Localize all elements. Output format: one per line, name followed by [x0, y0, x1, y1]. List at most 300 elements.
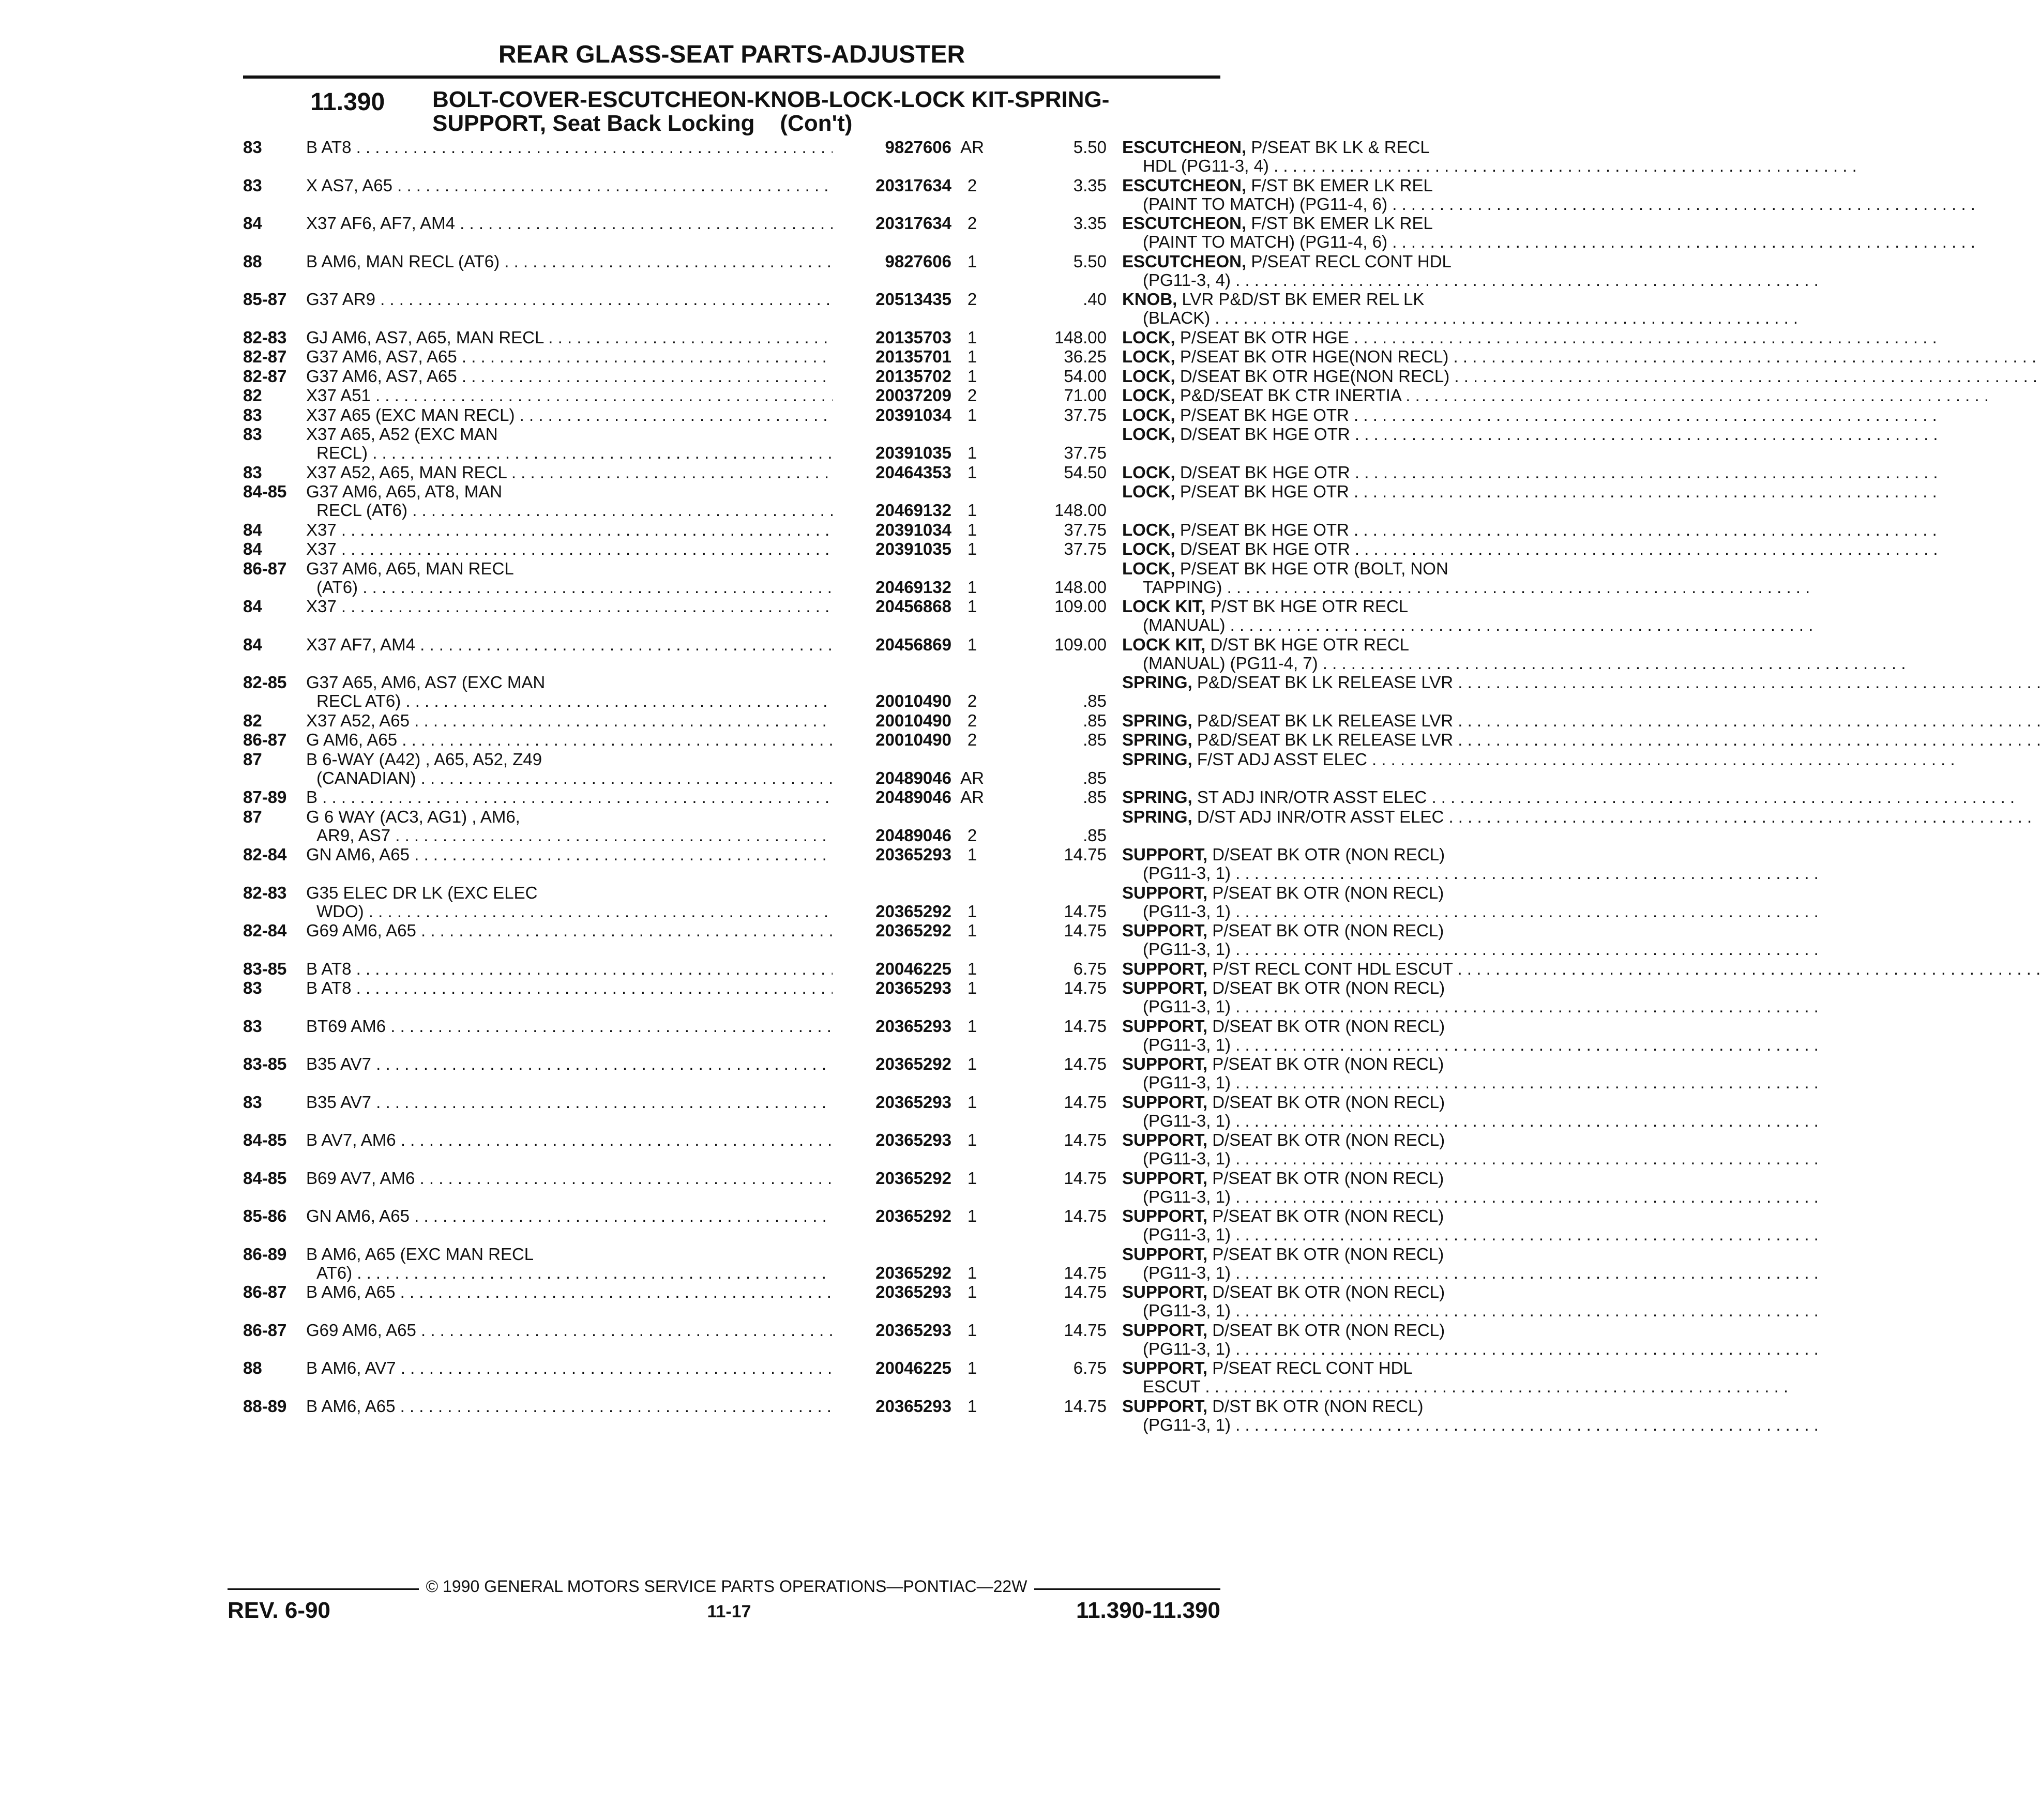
row-line	[243, 1244, 1444, 1264]
row-line	[243, 194, 1388, 214]
header-rule	[243, 75, 1220, 79]
description-text: P/SEAT BK HGE OTR	[1180, 482, 1349, 501]
description-text: D/ST ADJ INR/OTR ASST ELEC	[1197, 807, 1444, 826]
description-text: P/SEAT BK OTR HGE(NON RECL)	[1180, 347, 1449, 366]
description-text: TAPPING)	[1143, 577, 1222, 597]
table-row	[243, 138, 1430, 175]
price: 71.00	[1064, 386, 1107, 405]
description-text: ST ADJ INR/OTR ASST ELEC	[1197, 787, 1427, 807]
part-number: 20365293	[875, 1016, 951, 1036]
quantity: 1	[967, 921, 977, 940]
description-text: (PG11-3, 1)	[1143, 997, 1231, 1016]
model-application: X37 A52, A65 . . .	[306, 711, 831, 730]
part-number: 20010490	[875, 691, 951, 710]
part-number: 20046225	[875, 1358, 951, 1377]
part-name: SPRING,	[1122, 807, 1192, 826]
model-years: 83	[243, 175, 262, 195]
description-text: P/SEAT BK LK & RECL	[1251, 138, 1430, 157]
price: 5.50	[1073, 251, 1107, 271]
part-name: SUPPORT,	[1122, 921, 1208, 940]
description-text: P/SEAT BK HGE OTR	[1180, 520, 1349, 539]
description-text: (PG11-3, 1)	[1143, 1111, 1231, 1130]
description-text: D/SEAT BK HGE OTR	[1180, 462, 1350, 482]
part-description	[1122, 635, 1463, 654]
row-line	[243, 845, 1445, 864]
part-description	[1143, 1188, 1463, 1206]
row-line	[243, 1396, 1424, 1416]
model-application: G69 AM6, A65 . . .	[306, 1321, 831, 1340]
part-description	[1143, 1340, 1463, 1358]
model-application: B AM6, A65 (EXC MAN RECL	[306, 1244, 534, 1264]
part-name: LOCK,	[1122, 520, 1175, 539]
row-line	[243, 1320, 1445, 1340]
model-years: 83-85	[243, 1054, 287, 1073]
part-number: 20391034	[875, 405, 951, 424]
model-application: RECL AT6) . . .	[316, 692, 831, 710]
quantity: 1	[967, 1092, 977, 1112]
part-description	[1122, 1169, 1463, 1188]
row-line	[243, 749, 1367, 769]
part-number: 20464353	[875, 462, 951, 482]
model-application: G37 AM6, A65, AT8, MAN	[306, 482, 503, 501]
row-line	[243, 1263, 1231, 1282]
part-description	[1143, 1264, 1463, 1282]
model-application: G AM6, A65 . . .	[306, 731, 831, 749]
model-years: 83	[243, 405, 262, 424]
description-text: F/ST BK EMER LK REL	[1251, 175, 1433, 195]
model-application: B AT8 . . .	[306, 979, 831, 997]
row-line	[243, 653, 1318, 673]
model-application: BT69 AM6 . . .	[306, 1017, 831, 1036]
description-text: D/SEAT BK HGE OTR	[1180, 539, 1350, 558]
model-years: 85-86	[243, 1206, 287, 1225]
part-number: 20391035	[875, 443, 951, 462]
model-application: G37 AR9 . . .	[306, 290, 831, 309]
row-line	[243, 1377, 1220, 1396]
description-text: P/SEAT BK OTR (NON RECL)	[1212, 921, 1444, 940]
table-row	[243, 1282, 1445, 1320]
row-line	[243, 939, 1231, 959]
quantity: 1	[967, 443, 977, 462]
part-description	[1122, 138, 1463, 157]
model-application: X37 . . .	[306, 521, 831, 539]
part-name: SUPPORT,	[1122, 1168, 1208, 1188]
description-text: (PG11-3, 1)	[1143, 1415, 1231, 1434]
quantity: 1	[967, 1358, 977, 1377]
table-row	[243, 1358, 1413, 1396]
description-text: D/ST BK OTR (NON RECL)	[1212, 1396, 1424, 1416]
price: 14.75	[1064, 1092, 1107, 1112]
row-line	[243, 520, 1349, 539]
row-line	[243, 1016, 1445, 1036]
footer-page-number: 11-17	[707, 1602, 751, 1621]
part-number: 20456869	[875, 634, 951, 654]
price: 109.00	[1054, 634, 1107, 654]
row-line	[243, 787, 1427, 807]
model-years: 82	[243, 710, 262, 730]
row-line	[243, 1415, 1231, 1434]
part-description	[1143, 1149, 1463, 1168]
part-name: SPRING,	[1122, 710, 1192, 730]
quantity: 1	[967, 597, 977, 616]
model-application: B AM6, A65 . . .	[306, 1283, 831, 1301]
part-description	[1122, 1283, 1463, 1301]
model-application: G 6 WAY (AC3, AG1) , AM6,	[306, 807, 520, 826]
part-name: LOCK,	[1122, 386, 1175, 405]
quantity: 1	[967, 959, 977, 978]
part-name: SUPPORT,	[1122, 1054, 1208, 1073]
part-description	[1122, 1397, 1463, 1416]
quantity: 2	[967, 730, 977, 749]
part-description	[1122, 750, 1463, 769]
description-text: D/SEAT BK OTR (NON RECL)	[1212, 1092, 1445, 1112]
row-line	[243, 558, 1448, 578]
table-row	[243, 347, 1449, 366]
row-line	[243, 921, 1444, 940]
part-name: SUPPORT,	[1122, 1358, 1208, 1377]
row-line	[243, 1282, 1445, 1301]
price: 14.75	[1064, 1396, 1107, 1416]
part-number: 20135703	[875, 327, 951, 347]
row-line	[243, 978, 1445, 997]
row-line	[243, 270, 1231, 290]
price: 6.75	[1073, 1358, 1107, 1377]
part-number: 20489046	[875, 768, 951, 787]
table-row	[243, 386, 1401, 405]
part-description	[1143, 157, 1463, 175]
row-line	[243, 1358, 1413, 1377]
description-text: D/SEAT BK OTR (NON RECL)	[1212, 1320, 1445, 1340]
row-line	[243, 386, 1401, 405]
description-text: (PG11-3, 1)	[1143, 863, 1231, 883]
quantity: 1	[967, 501, 977, 520]
row-line	[243, 482, 1349, 501]
part-name: SPRING,	[1122, 749, 1192, 769]
table-row	[243, 175, 1433, 214]
model-application: X37 A51 . . .	[306, 386, 831, 405]
part-number: 20365292	[875, 1054, 951, 1073]
table-row	[243, 1092, 1445, 1130]
part-name: LOCK,	[1122, 327, 1175, 347]
row-line	[243, 347, 1449, 366]
part-description	[1143, 902, 1463, 921]
price: .85	[1083, 730, 1107, 749]
row-line	[243, 424, 1350, 444]
row-line	[243, 1149, 1231, 1168]
model-years: 84	[243, 214, 262, 233]
part-name: SUPPORT,	[1122, 883, 1208, 902]
row-line	[243, 673, 1454, 692]
part-number: 20135701	[875, 347, 951, 366]
price: .40	[1083, 290, 1107, 309]
description-text: (PG11-3, 1)	[1143, 1263, 1231, 1282]
table-row	[243, 520, 1349, 539]
part-name: SUPPORT,	[1122, 1130, 1208, 1149]
table-row	[243, 959, 1453, 978]
part-description	[1122, 463, 1463, 482]
part-number: 20513435	[875, 290, 951, 309]
part-number: 20489046	[875, 787, 951, 807]
model-years: 86-89	[243, 1244, 287, 1264]
table-row	[243, 1054, 1444, 1092]
model-years: 83	[243, 1092, 262, 1112]
table-row	[243, 730, 1454, 749]
description-text: P/SEAT BK OTR (NON RECL)	[1212, 1244, 1444, 1264]
price: .85	[1083, 710, 1107, 730]
price: .85	[1083, 787, 1107, 807]
part-name: SUPPORT,	[1122, 1206, 1208, 1225]
price: 14.75	[1064, 1016, 1107, 1036]
quantity: 2	[967, 825, 977, 845]
part-name: SUPPORT,	[1122, 959, 1208, 978]
row-line	[243, 883, 1444, 902]
quantity: 1	[967, 1320, 977, 1340]
row-line	[243, 251, 1452, 271]
row-line	[243, 539, 1350, 558]
quantity: 2	[967, 710, 977, 730]
description-text: ESCUT	[1143, 1377, 1201, 1396]
model-application: B AT8 . . .	[306, 138, 831, 157]
part-description	[1122, 788, 1463, 807]
description-text: D/SEAT BK OTR (NON RECL)	[1212, 1282, 1445, 1301]
row-line	[243, 175, 1433, 195]
part-number: 20037209	[875, 386, 951, 405]
part-description	[1122, 979, 1463, 997]
part-name: SPRING,	[1122, 787, 1192, 807]
table-row	[243, 1016, 1445, 1054]
description-text: F/ST ADJ ASST ELEC	[1197, 749, 1367, 769]
model-years: 83	[243, 424, 262, 444]
price: .85	[1083, 691, 1107, 710]
quantity: AR	[960, 787, 984, 807]
part-name: SUPPORT,	[1122, 978, 1208, 997]
part-description	[1122, 425, 1463, 444]
model-years: 86-87	[243, 1282, 287, 1301]
description-text: P/ST BK HGE OTR RECL	[1210, 597, 1409, 616]
part-number: 20365293	[875, 1092, 951, 1112]
table-row	[243, 327, 1349, 347]
model-application: RECL (AT6) . . .	[316, 501, 831, 520]
model-application: X AS7, A65 . . .	[306, 176, 831, 195]
table-row	[243, 673, 1454, 710]
part-description	[1122, 347, 1463, 366]
model-application: X37 AF6, AF7, AM4 . . .	[306, 214, 831, 233]
footer-rule-right	[1034, 1588, 1220, 1590]
price: 109.00	[1054, 597, 1107, 616]
parts-table	[243, 138, 1454, 1529]
part-name: SUPPORT,	[1122, 1244, 1208, 1264]
model-years: 87	[243, 749, 262, 769]
price: 14.75	[1064, 1206, 1107, 1225]
part-number: 20469132	[875, 501, 951, 520]
part-name: LOCK KIT,	[1122, 597, 1206, 616]
part-name: LOCK,	[1122, 558, 1175, 578]
part-description	[1122, 406, 1463, 424]
quantity: 1	[967, 366, 977, 386]
row-line	[243, 138, 1430, 157]
part-description	[1143, 578, 1463, 597]
section-title	[432, 88, 1229, 135]
part-description	[1122, 960, 1463, 978]
part-number: 20365292	[875, 1263, 951, 1282]
model-application: B . . .	[306, 788, 831, 807]
description-text: P/SEAT BK OTR HGE	[1180, 327, 1349, 347]
description-text: P/SEAT BK OTR (NON RECL)	[1212, 1168, 1444, 1188]
model-application: (AT6) . . .	[316, 578, 831, 597]
table-row	[243, 424, 1350, 462]
part-description	[1143, 1073, 1463, 1092]
model-application: AR9, AS7 . . .	[316, 826, 831, 845]
price: 54.00	[1064, 366, 1107, 386]
row-line	[243, 1092, 1445, 1112]
model-application: (CANADIAN) . . .	[316, 769, 831, 787]
part-description	[1122, 482, 1463, 501]
part-description	[1122, 673, 1463, 692]
part-description	[1122, 1055, 1463, 1073]
model-application: X37 A65 (EXC MAN RECL) . . .	[306, 406, 831, 424]
description-text: D/SEAT BK OTR (NON RECL)	[1212, 978, 1445, 997]
description-text: D/SEAT BK HGE OTR	[1180, 424, 1350, 444]
part-number: 20317634	[875, 175, 951, 195]
part-number: 20489046	[875, 825, 951, 845]
quantity: 1	[967, 539, 977, 558]
description-text: (PG11-3, 1)	[1143, 1339, 1231, 1358]
row-line	[243, 501, 1220, 520]
price: 14.75	[1064, 1130, 1107, 1149]
part-description	[1143, 271, 1463, 290]
row-line	[243, 214, 1433, 233]
part-name: LOCK,	[1122, 482, 1175, 501]
part-number: 20391034	[875, 520, 951, 539]
table-row	[243, 290, 1425, 327]
part-number: 20365293	[875, 978, 951, 997]
table-row	[243, 787, 1427, 807]
description-text: (PG11-3, 1)	[1143, 901, 1231, 921]
price: 6.75	[1073, 959, 1107, 978]
row-line	[243, 597, 1409, 616]
part-number: 20365292	[875, 1168, 951, 1188]
quantity: 1	[967, 462, 977, 482]
part-name: SPRING,	[1122, 730, 1192, 749]
price: .85	[1083, 825, 1107, 845]
row-line	[243, 1130, 1445, 1149]
part-number: 20391035	[875, 539, 951, 558]
part-description	[1122, 290, 1463, 309]
model-application: B AM6, MAN RECL (AT6) . . .	[306, 252, 831, 271]
row-line	[243, 444, 1220, 462]
quantity: 1	[967, 634, 977, 654]
part-number: 20365292	[875, 1206, 951, 1225]
model-application: GN AM6, A65 . . .	[306, 845, 831, 864]
price: 14.75	[1064, 978, 1107, 997]
part-description	[1143, 1416, 1463, 1434]
table-row	[243, 539, 1350, 558]
table-row	[243, 251, 1452, 290]
quantity: 1	[967, 347, 977, 366]
part-number: 20365293	[875, 1282, 951, 1301]
description-text: P&D/SEAT BK LK RELEASE LVR	[1197, 710, 1454, 730]
quantity: 2	[967, 691, 977, 710]
model-application: B AM6, A65 . . .	[306, 1397, 831, 1416]
part-name: ESCUTCHEON,	[1122, 175, 1247, 195]
model-application: WDO) . . .	[316, 902, 831, 921]
table-row	[243, 214, 1433, 251]
part-description	[1143, 195, 1463, 214]
price: 14.75	[1064, 1282, 1107, 1301]
part-name: SUPPORT,	[1122, 1396, 1208, 1416]
description-text: D/SEAT BK OTR (NON RECL)	[1212, 845, 1445, 864]
row-line	[243, 997, 1231, 1016]
price: 14.75	[1064, 921, 1107, 940]
part-description	[1143, 1377, 1463, 1396]
part-description	[1122, 1093, 1463, 1112]
model-application: B69 AV7, AM6 . . .	[306, 1169, 831, 1188]
description-text: P/SEAT RECL CONT HDL	[1251, 251, 1452, 271]
price: 14.75	[1064, 1054, 1107, 1073]
part-name: LOCK KIT,	[1122, 634, 1206, 654]
row-line	[243, 1035, 1231, 1054]
part-description	[1143, 997, 1463, 1016]
part-number: 20365293	[875, 1396, 951, 1416]
price: 3.35	[1073, 175, 1107, 195]
model-application: B AV7, AM6 . . .	[306, 1131, 831, 1149]
model-years: 87	[243, 807, 262, 826]
quantity: 1	[967, 577, 977, 597]
part-description	[1122, 1131, 1463, 1149]
footer-revision: REV. 6-90	[228, 1598, 330, 1623]
part-description	[1143, 654, 1463, 673]
part-name: SUPPORT,	[1122, 845, 1208, 864]
model-application: X37 AF7, AM4 . . .	[306, 635, 831, 654]
footer-rule-left	[228, 1588, 419, 1590]
part-description	[1122, 597, 1463, 616]
part-description	[1143, 309, 1463, 327]
price: 37.75	[1064, 539, 1107, 558]
model-application: X37 . . .	[306, 597, 831, 616]
row-line	[243, 156, 1269, 175]
part-description	[1143, 1225, 1463, 1244]
part-description	[1122, 921, 1463, 940]
description-text: (PAINT TO MATCH) (PG11-4, 6)	[1143, 232, 1388, 251]
description-text: (PG11-3, 1)	[1143, 1035, 1231, 1054]
part-name: SUPPORT,	[1122, 1092, 1208, 1112]
model-years: 87-89	[243, 787, 287, 807]
description-text: (PG11-3, 1)	[1143, 1073, 1231, 1092]
model-years: 84-85	[243, 1168, 287, 1188]
quantity: AR	[960, 768, 984, 787]
page-header-title: REAR GLASS-SEAT PARTS-ADJUSTER	[498, 41, 965, 68]
part-description	[1143, 1112, 1463, 1130]
model-application: B35 AV7 . . .	[306, 1055, 831, 1073]
price: 14.75	[1064, 1263, 1107, 1282]
part-description	[1122, 808, 1463, 826]
row-line	[243, 1111, 1231, 1130]
part-description	[1122, 559, 1463, 578]
part-description	[1122, 367, 1463, 386]
quantity: 1	[967, 405, 977, 424]
part-description	[1122, 176, 1463, 195]
table-row	[243, 1130, 1445, 1168]
description-text: LVR P&D/ST BK EMER REL LK	[1182, 290, 1425, 309]
price: 14.75	[1064, 901, 1107, 921]
model-years: 88	[243, 1358, 262, 1377]
table-row	[243, 634, 1409, 673]
row-line	[243, 634, 1409, 654]
part-number: 20317634	[875, 214, 951, 233]
table-row	[243, 1396, 1424, 1434]
row-line	[243, 309, 1220, 327]
description-text: P/ST RECL CONT HDL ESCUT	[1212, 959, 1453, 978]
